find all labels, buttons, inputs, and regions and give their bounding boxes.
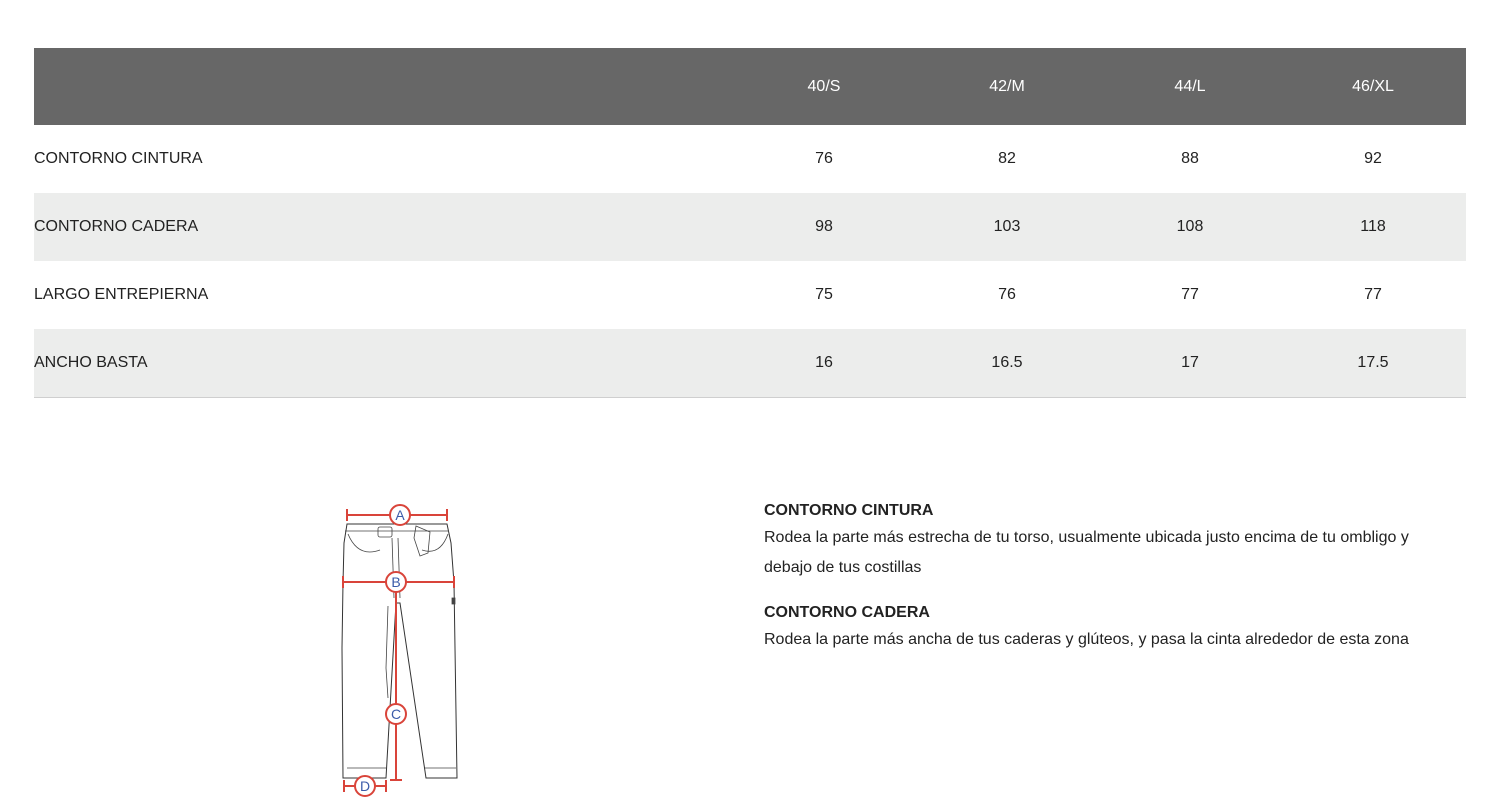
row-label: CONTORNO CINTURA [34, 150, 203, 167]
cell-value: 75 [815, 286, 833, 303]
table-row [34, 329, 1466, 398]
cell-value: 118 [1280, 193, 1466, 261]
pants-measurement-diagram [330, 498, 470, 803]
cell-value: 82 [998, 150, 1016, 167]
cell-value: 108 [1100, 193, 1280, 261]
table-header-row [34, 48, 1466, 125]
svg-text:B: B [391, 574, 401, 590]
row-label: LARGO ENTREPIERNA [34, 286, 209, 303]
pants-outline [342, 524, 457, 778]
header-label-cell [34, 48, 734, 125]
svg-text:A: A [395, 507, 405, 523]
description-title: CONTORNO CINTURA [764, 502, 934, 519]
description-text: Rodea la parte más ancha de tus caderas y glúteos, y pasa la cinta alrededor de esta zona [764, 631, 1409, 648]
header-size-s: 40/S [734, 48, 914, 125]
cell-value: 17 [1100, 329, 1280, 398]
table-row [34, 125, 1466, 193]
svg-text:C: C [390, 706, 402, 722]
cell-value: 76 [998, 286, 1016, 303]
cell-value: 16 [734, 329, 914, 398]
cell-value: 17.5 [1280, 329, 1466, 398]
header-size-m: 42/M [914, 48, 1100, 125]
marker-b [386, 572, 406, 592]
cell-value: 77 [1364, 286, 1382, 303]
cell-value: 103 [914, 193, 1100, 261]
cell-value: 88 [1181, 150, 1199, 167]
cell-value: 16.5 [914, 329, 1100, 398]
row-label: CONTORNO CADERA [34, 193, 734, 261]
cell-value: 98 [734, 193, 914, 261]
description-waist [764, 499, 1444, 583]
marker-c [386, 704, 406, 724]
measurement-descriptions [764, 499, 1444, 673]
marker-a [390, 505, 410, 525]
row-label: ANCHO BASTA [34, 329, 734, 398]
marker-d [355, 776, 375, 796]
header-size-l: 44/L [1100, 48, 1280, 125]
description-text: Rodea la parte más estrecha de tu torso, usualmente ubicada justo encima de tu ombligo y debajo de tus costillas [764, 529, 1409, 576]
cell-value: 92 [1364, 150, 1382, 167]
table-row [34, 193, 1466, 261]
description-hip [764, 601, 1444, 655]
header-size-xl: 46/XL [1280, 48, 1466, 125]
table-row [34, 261, 1466, 329]
cell-value: 76 [815, 150, 833, 167]
svg-text:D: D [359, 778, 371, 794]
cell-value: 77 [1181, 286, 1199, 303]
description-title: CONTORNO CADERA [764, 604, 930, 621]
size-table [34, 48, 1466, 398]
